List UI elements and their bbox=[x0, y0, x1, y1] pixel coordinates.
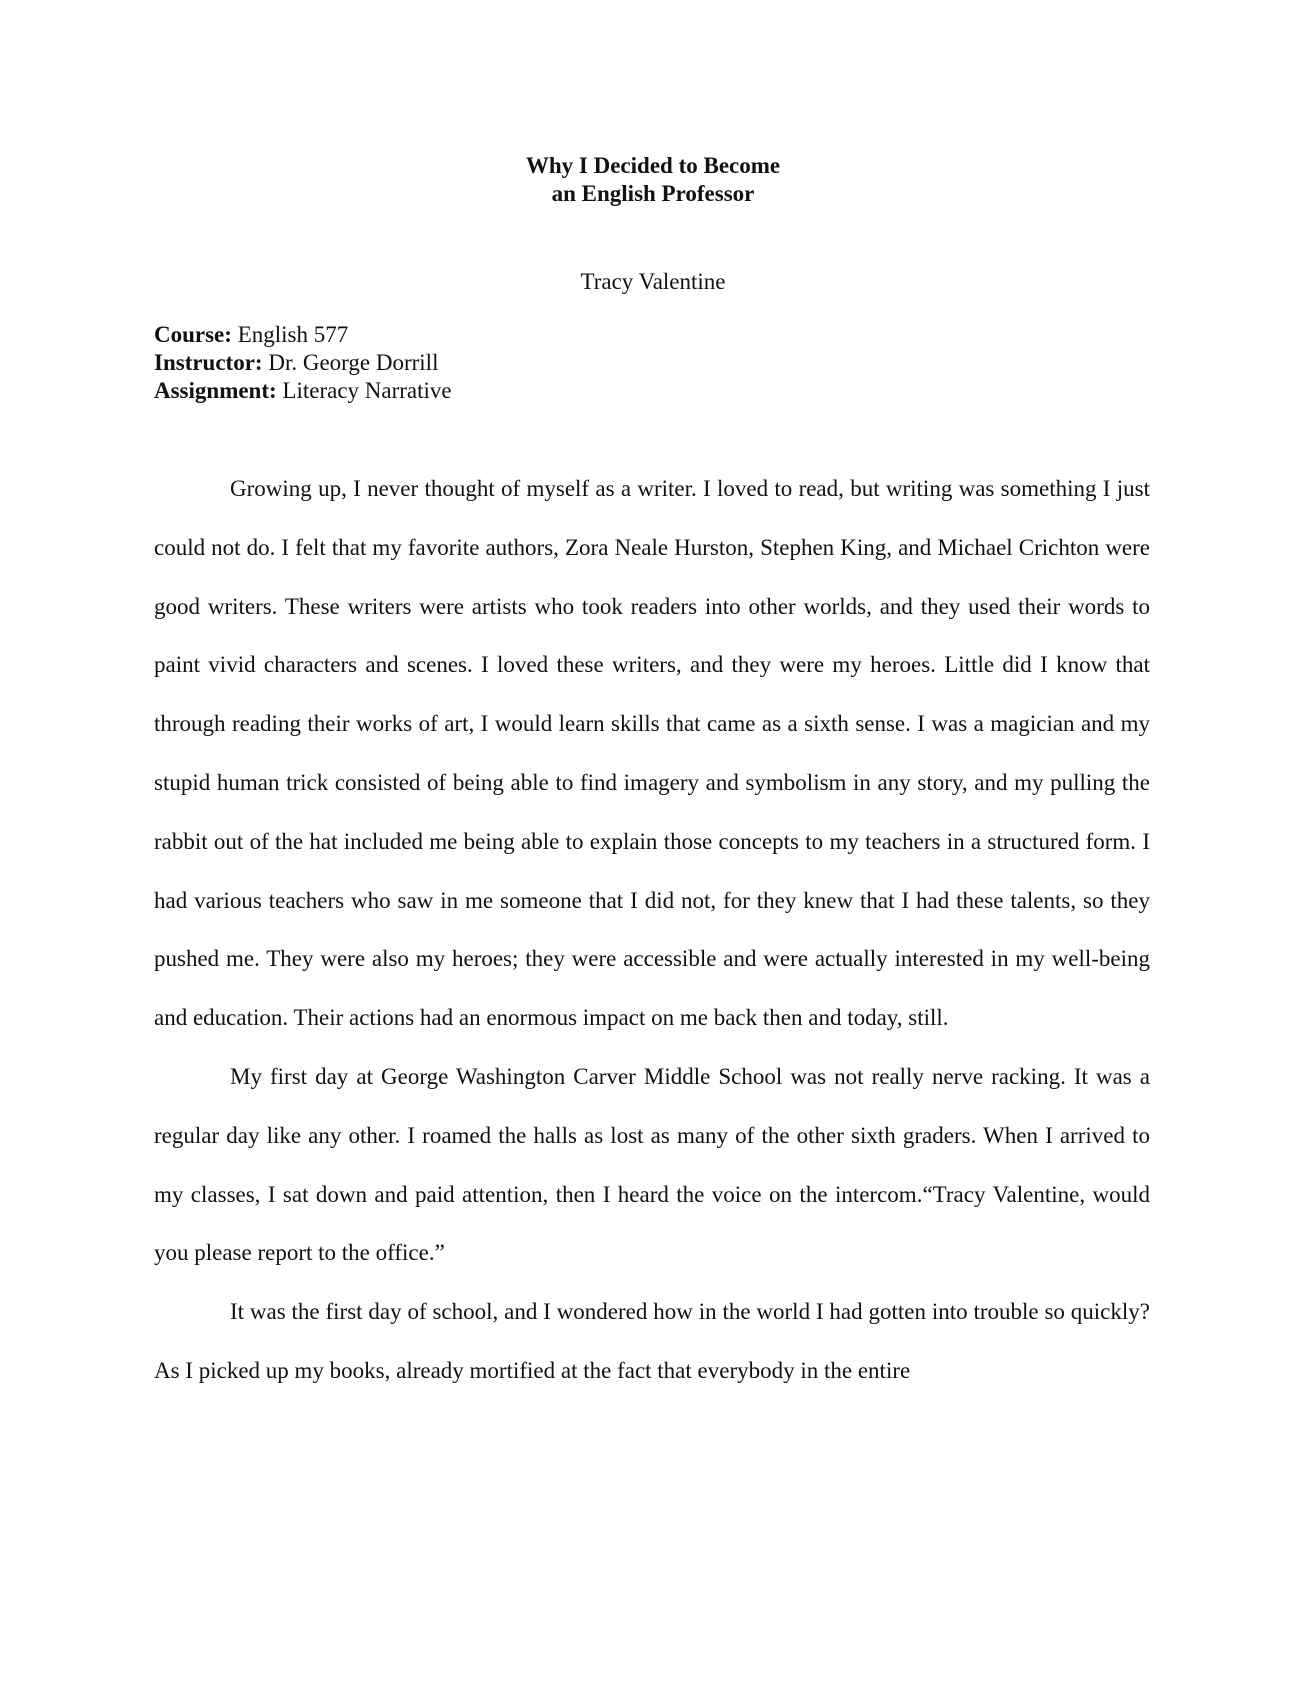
title-line-1: Why I Decided to Become bbox=[525, 153, 781, 178]
course-label: Course: bbox=[154, 322, 232, 347]
assignment-line bbox=[154, 377, 452, 405]
paragraph-1: Growing up, I never thought of myself as a writer. I loved to read, but writing was something I just could not do. I felt that my favorite authors, Zora Neale Hurston, Stephen King, and Michael Crichton were good writers. These writers were artists who took readers into other worlds, and they used their words to paint vivid characters and scenes. I loved these writers, and they were my heroes. Little did I know that through reading their works of art, I would learn skills that came as a sixth sense. I was a magician and my stupid human trick consisted of being able to find imagery and symbolism in any story, and my pulling the rabbit out of the hat included me being able to explain those concepts to my teachers in a structured form. I had various teachers who saw in me someone that I did not, for they knew that I had these talents, so they pushed me. They were also my heroes; they were accessible and were actually interested in my well-being and education. Their actions had an enormous impact on me back then and today, still. bbox=[154, 476, 1150, 1031]
author-name: Tracy Valentine bbox=[580, 269, 726, 294]
course-info bbox=[154, 321, 452, 405]
assignment-value: Literacy Narrative bbox=[282, 378, 452, 403]
instructor-value: Dr. George Dorrill bbox=[268, 350, 439, 375]
assignment-label: Assignment: bbox=[154, 378, 277, 403]
title-line-2: an English Professor bbox=[551, 181, 755, 206]
instructor-label: Instructor: bbox=[154, 350, 263, 375]
course-line bbox=[154, 321, 452, 349]
course-value: English 577 bbox=[237, 322, 349, 347]
paragraph-3: It was the first day of school, and I wondered how in the world I had gotten into trouble so quickly? As I picked up my books, already mortified at the fact that everybody in the entire bbox=[154, 1299, 1150, 1383]
paragraph-2: My first day at George Washington Carver Middle School was not really nerve racking. It was a regular day like any other. I roamed the halls as lost as many of the other sixth graders. When I arrived to my classes, I sat down and paid attention, then I heard the voice on the intercom.“Tracy Valentine, would you please report to the office.” bbox=[154, 1063, 1150, 1266]
instructor-line bbox=[154, 349, 452, 377]
essay-body bbox=[154, 460, 1150, 1401]
document-title bbox=[0, 152, 1306, 208]
